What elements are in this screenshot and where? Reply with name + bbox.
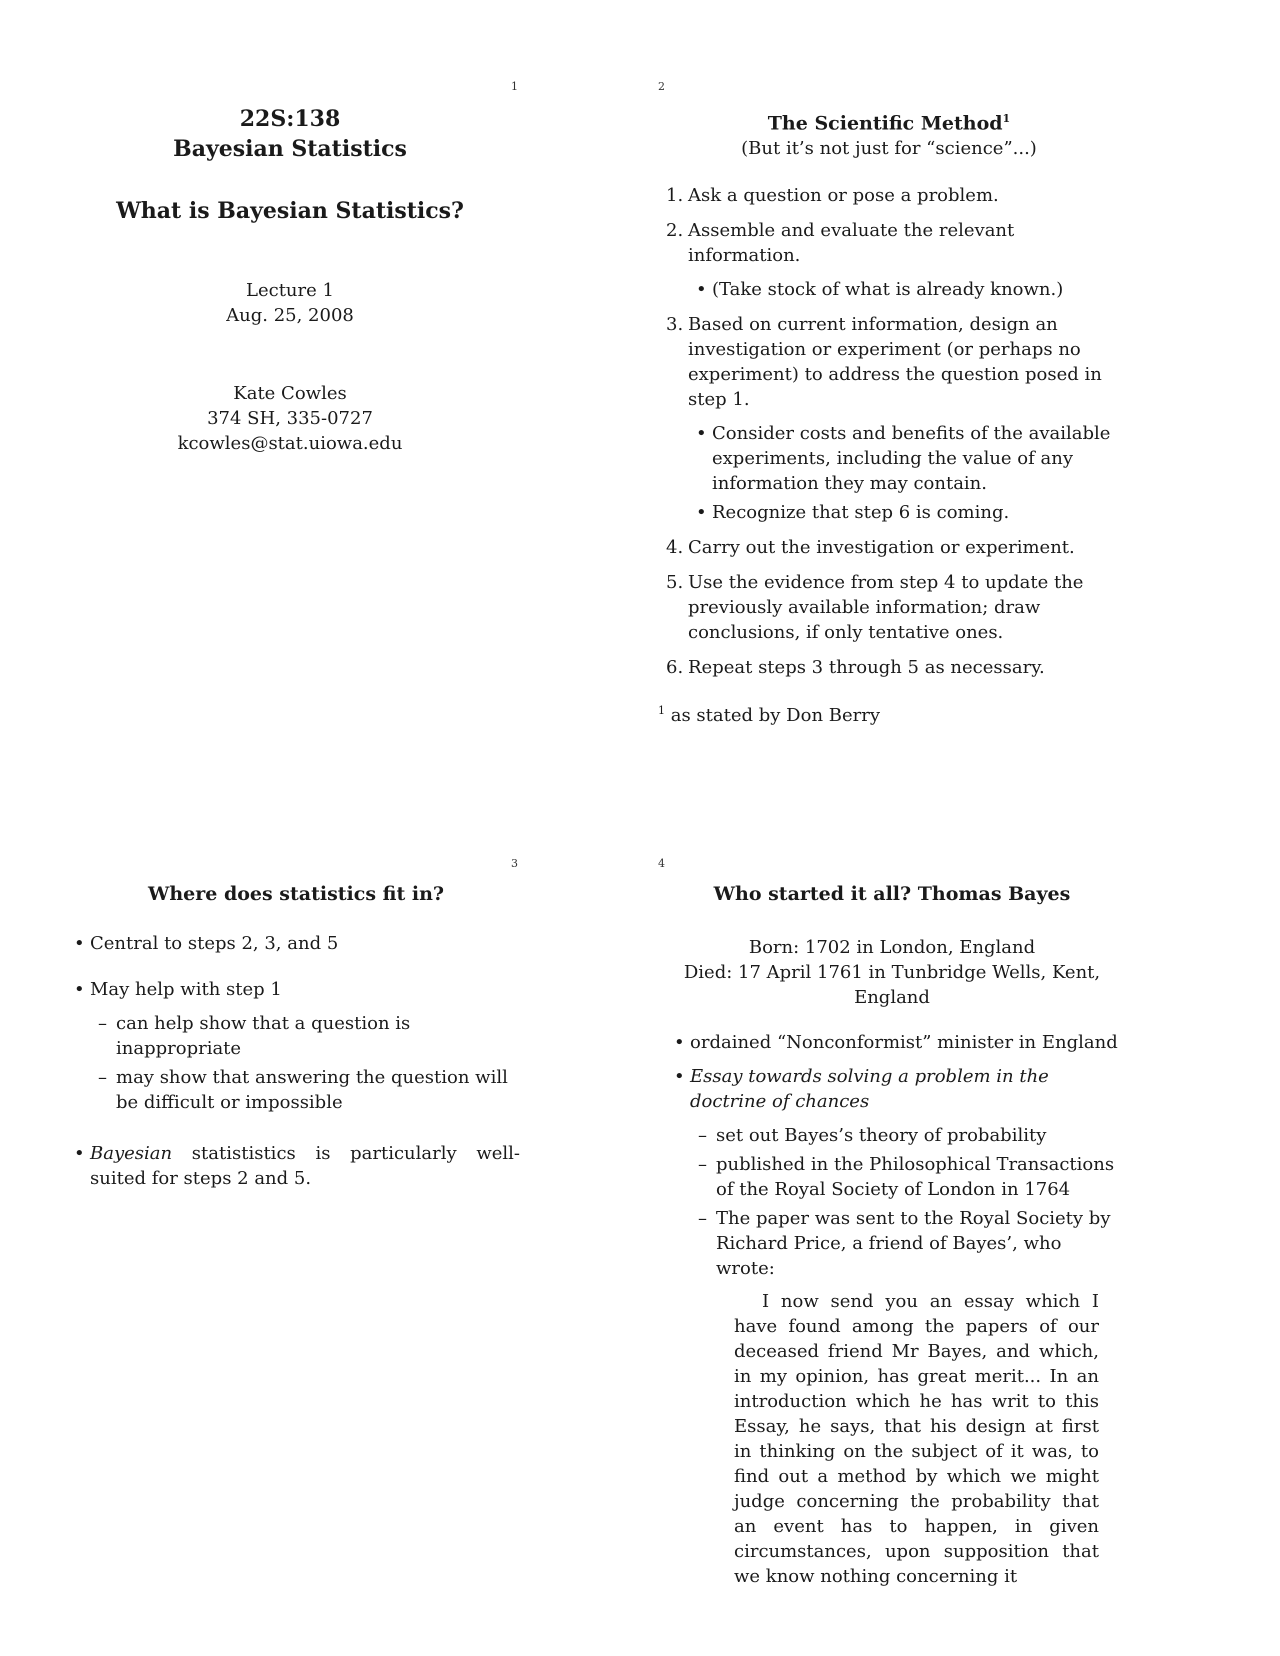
step-item: 5. Use the evidence from step 4 to update the previously available information; draw conclusions, if only tentative ones. (666, 572, 1084, 644)
bayes-died: Died: 17 April 1761 in Tunbridge Wells, Kent, England (683, 962, 1101, 1008)
slide-2-subtitle: (But it’s not just for “science”...) (741, 138, 1037, 160)
slide-4-title: Who started it all? Thomas Bayes (713, 883, 1071, 905)
sub-list (698, 1123, 1120, 1281)
step-item: 3. Based on current information, design an investigation or experiment (or perhaps no experiment) to address the question posed in step 1. • Consider costs and benefits of the available experiments, including the value of any information they may contain. • Recognize that step 6 is coming. (658, 312, 1120, 525)
sub-list-item: – published in the Philosophical Transactions of the Royal Society of London in 1764 (698, 1152, 1120, 1202)
list-item: • Bayesian statististics is particularly well-suited for steps 2 and 5. (72, 1141, 520, 1191)
page-number-1: 1 (511, 80, 518, 93)
lecture-date: Aug. 25, 2008 (226, 305, 354, 326)
sub-list-item: – The paper was sent to the Royal Society by Richard Price, a friend of Bayes’, who wrote: (698, 1206, 1120, 1281)
instructor-email: kcowles@stat.uiowa.edu (177, 433, 403, 454)
page-number-4: 4 (658, 857, 665, 870)
sub-list-item: – set out Bayes’s theory of probability (698, 1123, 1120, 1148)
step-item: 1. Ask a question or pose a problem. (666, 185, 999, 207)
price-quote: I now send you an essay which I have found among the papers of our deceased friend Mr Bayes, and which, in my opinion, has great merit... In an introduction which he has writ to this Essay, he says, that his design at first in thinking on the subject of it was, to find out a method by which we might judge concerning the probability that an event has to happen, in given circumstances, upon supposition that we know nothing concerning it (734, 1291, 1099, 1587)
bayes-born: Born: 1702 in London, England (748, 937, 1036, 958)
page-number-3: 3 (511, 857, 518, 870)
course-code: 22S:138 (239, 106, 341, 132)
sub-list-item: – can help show that a question is inappropriate (98, 1011, 520, 1061)
step-item: 2. Assemble and evaluate the relevant information. • (Take stock of what is already known.) (658, 218, 1120, 302)
step-item: 6. Repeat steps 3 through 5 as necessary. (666, 657, 1045, 679)
step-sub-bullet: • (Take stock of what is already known.) (694, 277, 1120, 302)
slide-2-title: The Scientific Method$^1$ (767, 112, 1011, 135)
footnote-marker: 1 (1002, 112, 1011, 125)
step-sub-bullet: • Consider costs and benefits of the available experiments, including the value of any information they may contain. (694, 421, 1120, 496)
slide-1 (60, 104, 520, 456)
slide-4 (664, 882, 1120, 1589)
slide-3-title: Where does statistics fit in? (147, 883, 445, 905)
footnote: $^1$ as stated by Don Berry (658, 704, 881, 727)
slide-3 (72, 882, 520, 1191)
step-sub-bullet: • Recognize that step 6 is coming. (694, 500, 1120, 525)
course-title: Bayesian Statistics (173, 136, 407, 162)
instructor-name: Kate Cowles (233, 383, 347, 404)
list-item: • May help with step 1 (72, 977, 520, 1002)
step-item: 4. Carry out the investigation or experiment. (666, 537, 1075, 559)
page-number-2: 2 (658, 80, 665, 93)
scientific-method-steps (658, 183, 1120, 680)
list-item: • Central to steps 2, 3, and 5 (72, 931, 520, 956)
list-item: • Essay towards solving a problem in the doctrine of chances (672, 1064, 1120, 1114)
list-item: • ordained “Nonconformist” minister in England (672, 1030, 1120, 1055)
slide-2 (658, 106, 1120, 728)
sub-list-item: – may show that answering the question will be difficult or impossible (98, 1065, 520, 1115)
lecture-label: Lecture 1 (246, 280, 334, 301)
slide-1-heading: What is Bayesian Statistics? (116, 198, 464, 224)
instructor-office: 374 SH, 335-0727 (207, 408, 373, 429)
sub-list (98, 1011, 520, 1115)
